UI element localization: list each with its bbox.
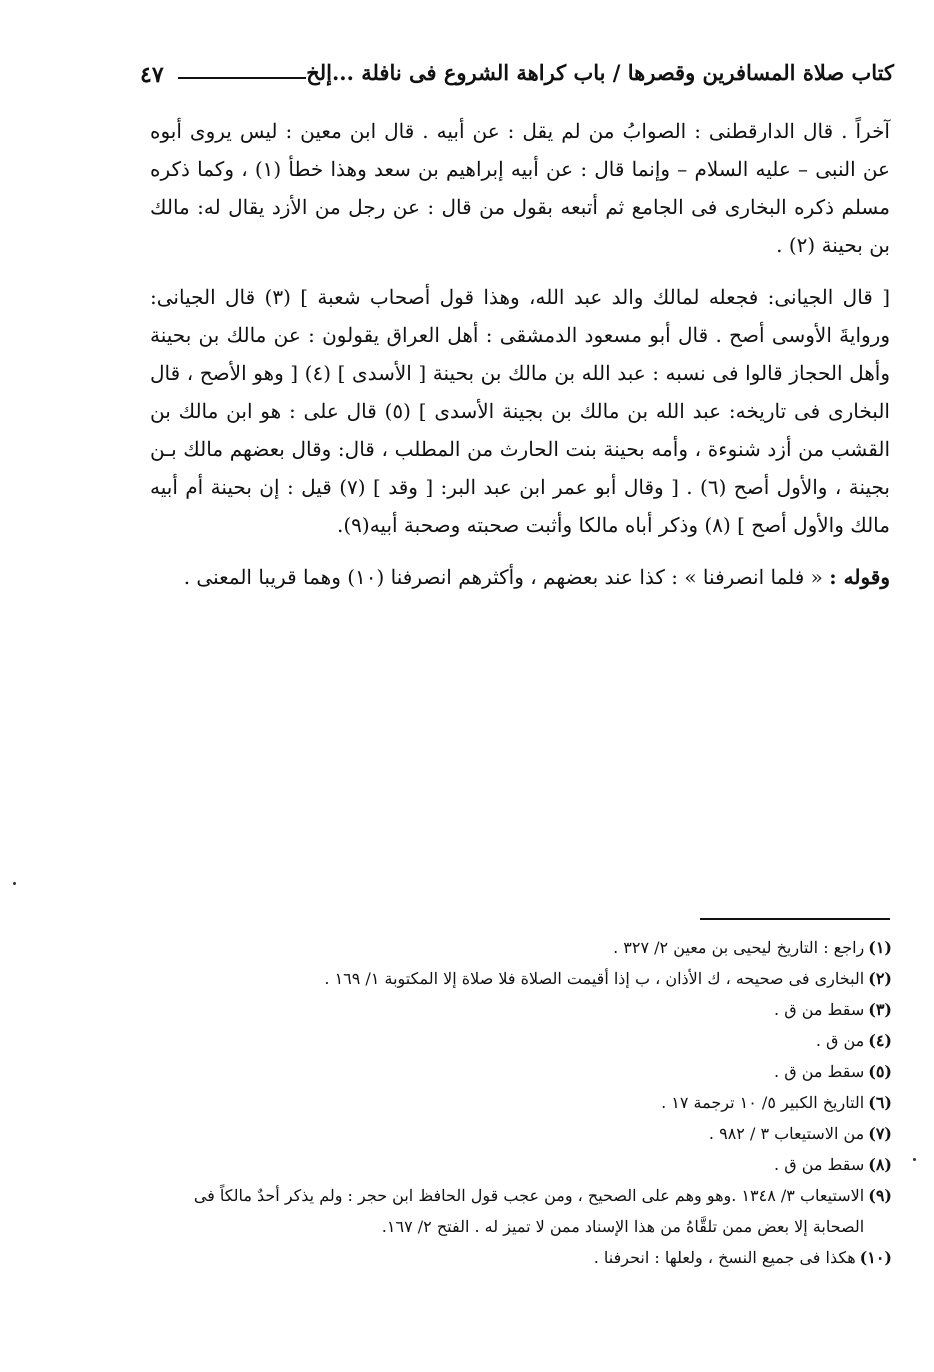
footnote-text: سقط من ق . xyxy=(774,1155,865,1174)
footnote-text: من ق . xyxy=(815,1031,865,1050)
footnote-text: سقط من ق . xyxy=(774,1000,865,1019)
page-number: ٤٧ xyxy=(140,62,164,88)
footnote-separator xyxy=(700,918,890,920)
paragraph-text: [ قال الجيانى: فجعله لمالك والد عبد الله، وهذا قول أصحاب شعبة ] (٣) قال الجيانى: وروايةَ الأوسى أصح . قال أبو مسعود الدمشقى : أهل العراق يقولون : عن مالك بن بحينة وأهل الحجاز قالوا فى نسبه : عبد الله بن مالك بن بحينة [ الأسدى ] (٤) [ وهو الأصح ، قال البخارى فى تاريخه: عبد الله بن مالك بن بجينة الأسدى ] (٥) قال على : هو ابن مالك بن القشب من أزد شنوءة ، وأمه بحينة بنت الحارث من المطلب ، قال: وقال بعضهم مالك بـن بجينة ، والأول أصح (٦) . [ وقال أبو عمر ابن عبد البر: [ وقد ] (٧) قيل : إن بحينة أم أبيه مالك والأول أصح ] (٨) وذكر أباه مالكا وأثبت صحبته وصحبة أبيه(٩). xyxy=(150,285,890,537)
footnote-number: (١) xyxy=(868,938,892,957)
paragraph-1 xyxy=(150,112,890,264)
scan-speck xyxy=(913,1158,916,1161)
footnote-5 xyxy=(150,1056,892,1087)
footnote-text: من الاستيعاب ٣ / ٩٨٢ . xyxy=(708,1124,865,1143)
footnote-number: (٩) xyxy=(868,1186,892,1205)
footnote-number: (١٠) xyxy=(859,1248,892,1267)
footnote-2 xyxy=(150,963,892,994)
footnote-text: البخارى فى صحيحه ، ك الأذان ، ب إذا أقيمت الصلاة فلا صلاة إلا المكتوبة ١/ ١٦٩ . xyxy=(324,969,865,988)
footnote-number: (٤) xyxy=(868,1031,892,1050)
footnote-number: (٢) xyxy=(868,969,892,988)
footnote-number: (٧) xyxy=(868,1124,892,1143)
paragraph-text: « فلما انصرفنا » : كذا عند بعضهم ، وأكثرهم انصرفنا (١٠) وهما قريبا المعنى . xyxy=(183,565,830,589)
footnote-10 xyxy=(150,1242,892,1273)
header-rule xyxy=(178,77,306,79)
footnote-6 xyxy=(150,1087,892,1118)
footnote-text: سقط من ق . xyxy=(774,1062,865,1081)
footnote-number: (٥) xyxy=(868,1062,892,1081)
scan-speck xyxy=(13,882,16,885)
footnote-7 xyxy=(150,1118,892,1149)
footnotes xyxy=(150,932,892,1273)
footnote-text: الاستيعاب ٣/ ١٣٤٨ .وهو وهم على الصحيح ، ومن عجب قول الحافظ ابن حجر : ولم يذكر أحدٌ مالكاً فى الصحابة إلا بعض ممن تلقَّاهُ من هذا الإسناد ممن لا تميز له . الفتح ٢/ ١٦٧. xyxy=(193,1186,865,1236)
main-text xyxy=(150,112,890,610)
footnote-number: (٨) xyxy=(868,1155,892,1174)
footnote-number: (٦) xyxy=(868,1093,892,1112)
paragraph-3 xyxy=(150,558,890,596)
footnote-9 xyxy=(150,1180,892,1242)
paragraph-lead: وقوله : xyxy=(829,565,890,589)
footnote-8 xyxy=(150,1149,892,1180)
footnote-text: راجع : التاريخ ليحيى بن معين ٢/ ٣٢٧ . xyxy=(613,938,865,957)
footnote-text: هكذا فى جميع النسخ ، ولعلها : انحرفنا . xyxy=(593,1248,856,1267)
running-header xyxy=(130,56,894,92)
footnote-number: (٣) xyxy=(868,1000,892,1019)
running-header-title: كتاب صلاة المسافرين وقصرها / باب كراهة الشروع فى نافلة ...إلخ xyxy=(306,60,894,85)
paragraph-text: آخراً . قال الدارقطنى : الصوابُ من لم يقل : عن أبيه . قال ابن معين : ليس يروى أبوه عن النبى – عليه السلام – وإنما قال : عن أبيه إبراهيم بن سعد وهذا خطأ (١) ، وكما ذكره مسلم ذكره البخارى فى الجامع ثم أتبعه بقول من قال : عن رجل من الأزد يقال له: مالك بن بحينة (٢) . xyxy=(150,119,890,257)
footnote-1 xyxy=(150,932,892,963)
footnote-4 xyxy=(150,1025,892,1056)
footnote-text: التاريخ الكبير ٥/ ١٠ ترجمة ١٧ . xyxy=(661,1093,865,1112)
paragraph-2 xyxy=(150,278,890,544)
footnote-3 xyxy=(150,994,892,1025)
